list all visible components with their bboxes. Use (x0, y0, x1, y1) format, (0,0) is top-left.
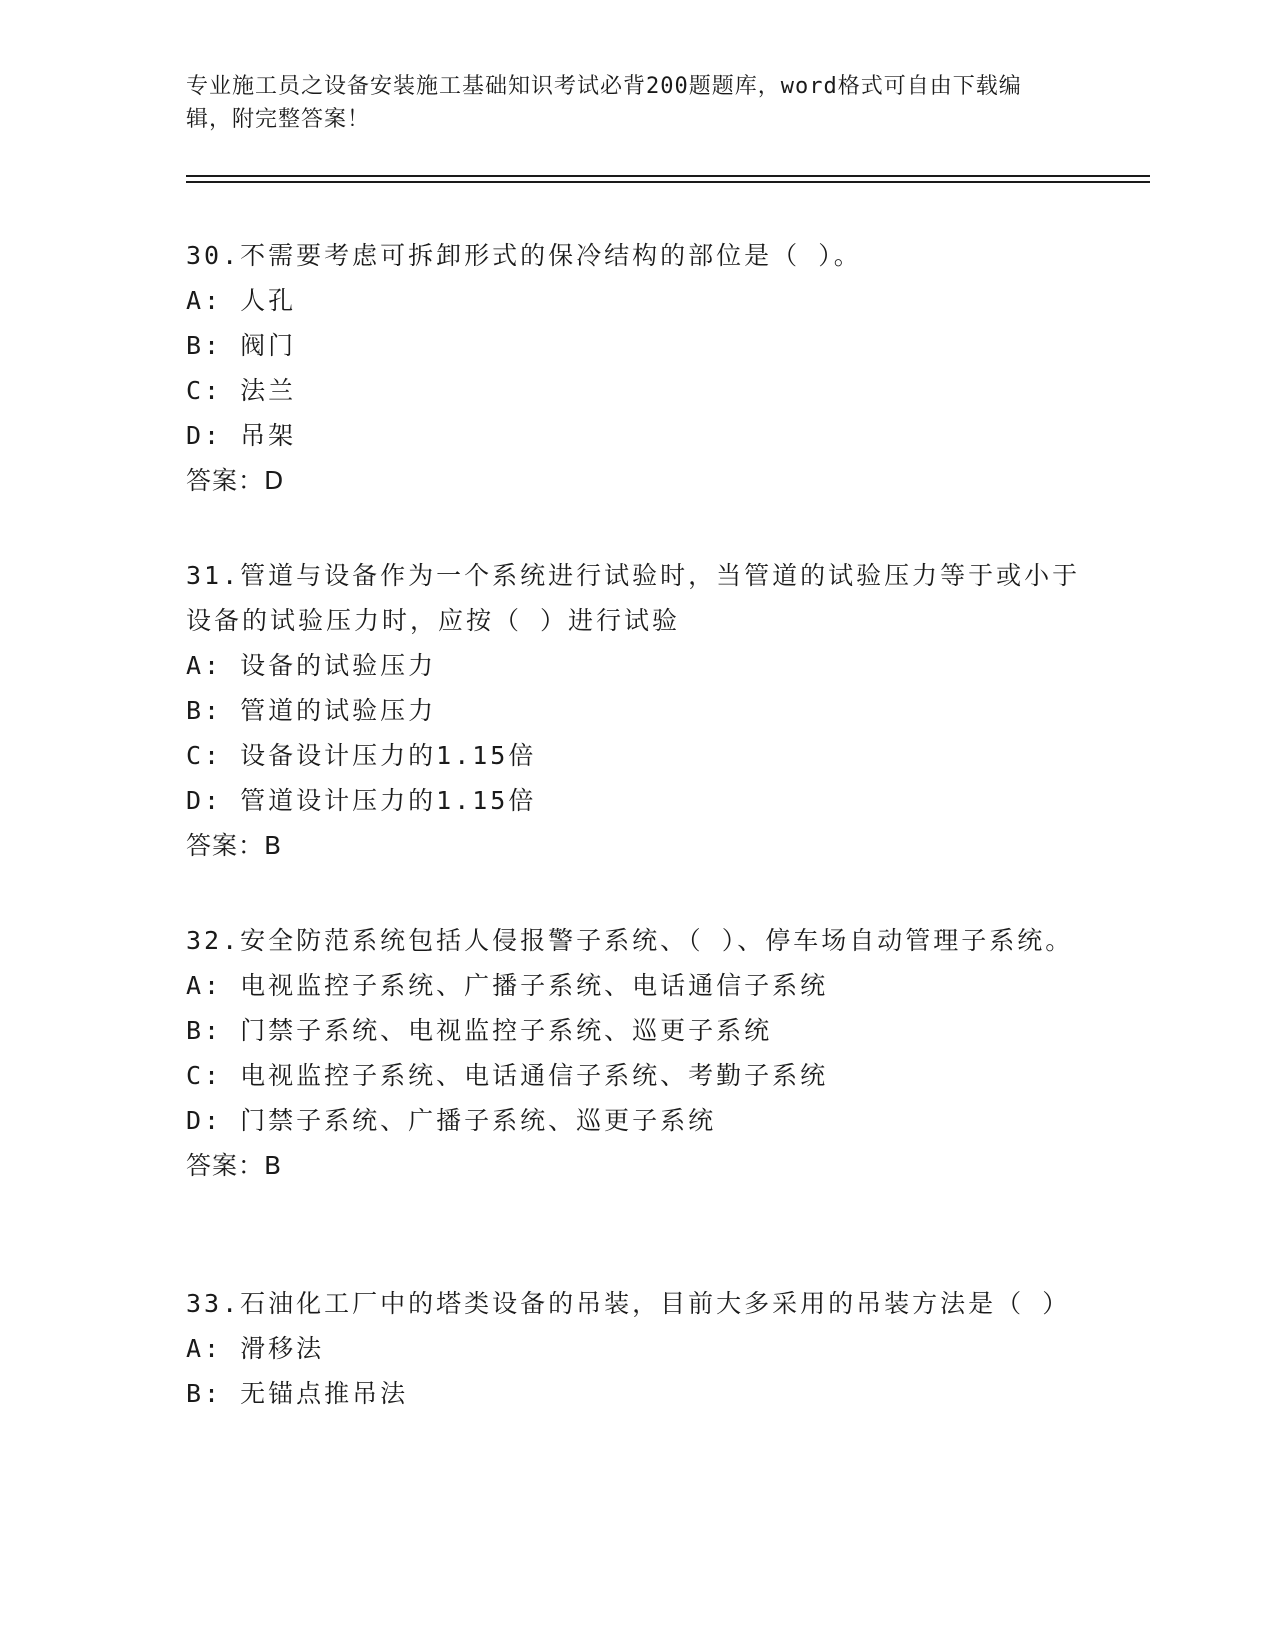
answer: 答案：D (186, 466, 285, 495)
question-stem: 30.不需要考虑可拆卸形式的保冷结构的部位是（ ）。 (186, 241, 862, 270)
option-d: D: 门禁子系统、广播子系统、巡更子系统 (186, 1106, 717, 1135)
question-30 (186, 233, 1086, 503)
option-b: B: 阀门 (186, 331, 297, 360)
option-a: A: 电视监控子系统、广播子系统、电话通信子系统 (186, 971, 829, 1000)
header-divider-top (186, 175, 1150, 177)
option-a: A: 设备的试验压力 (186, 651, 437, 680)
document-header: 专业施工员之设备安装施工基础知识考试必背200题题库，word格式可自由下载编辑，附完整答案！ (186, 74, 1022, 132)
question-stem: 33.石油化工厂中的塔类设备的吊装，目前大多采用的吊装方法是（ ） (186, 1289, 1071, 1318)
question-33 (186, 1281, 1086, 1416)
option-b: B: 无锚点推吊法 (186, 1379, 409, 1408)
option-c: C: 电视监控子系统、电话通信子系统、考勤子系统 (186, 1061, 829, 1090)
option-b: B: 管道的试验压力 (186, 696, 437, 725)
question-stem: 31.管道与设备作为一个系统进行试验时，当管道的试验压力等于或小于设备的试验压力时，应按（ ）进行试验 (186, 561, 1081, 635)
option-a: A: 人孔 (186, 286, 297, 315)
answer: 答案：B (186, 1151, 283, 1180)
question-31 (186, 553, 1086, 868)
option-d: D: 管道设计压力的1.15倍 (186, 786, 537, 815)
answer: 答案：B (186, 831, 283, 860)
header-divider-bottom (186, 181, 1150, 183)
option-b: B: 门禁子系统、电视监控子系统、巡更子系统 (186, 1016, 773, 1045)
question-stem: 32.安全防范系统包括人侵报警子系统、（ ）、停车场自动管理子系统。 (186, 926, 1074, 955)
question-32 (186, 918, 1086, 1188)
option-d: D: 吊架 (186, 421, 297, 450)
option-c: C: 法兰 (186, 376, 297, 405)
option-c: C: 设备设计压力的1.15倍 (186, 741, 537, 770)
option-a: A: 滑移法 (186, 1334, 325, 1363)
